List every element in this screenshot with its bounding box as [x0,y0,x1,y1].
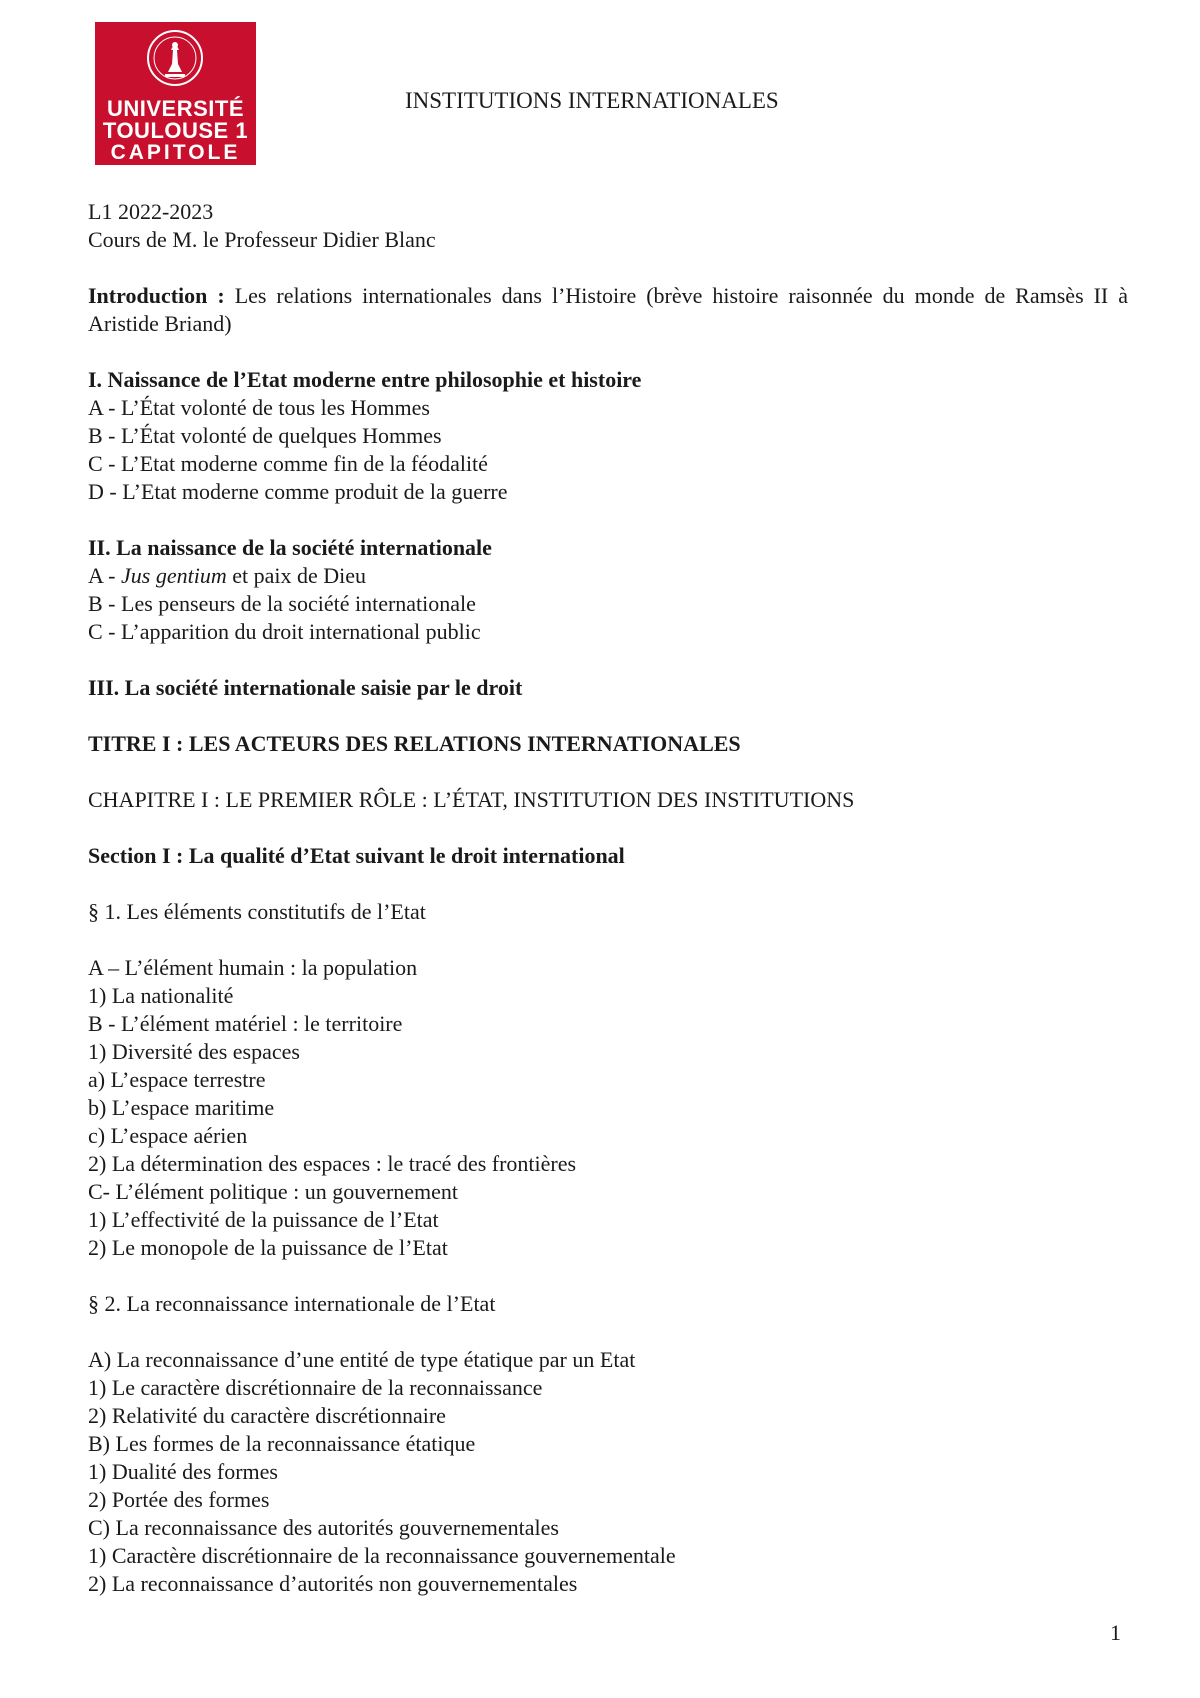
part3-heading: III. La société internationale saisie par le droit [88,675,523,700]
section1-heading: Section I : La qualité d’Etat suivant le droit international [88,843,625,868]
university-seal-icon [145,28,205,88]
page-number: 1 [1110,1620,1121,1645]
para2-item: 2) Relativité du caractère discrétionnaire [88,1403,446,1428]
part2-heading: II. La naissance de la société internationale [88,535,492,560]
document-title: INSTITUTIONS INTERNATIONALES [405,88,779,113]
para2-item: 2) La reconnaissance d’autorités non gouvernementales [88,1571,578,1596]
para1-item: b) L’espace maritime [88,1095,275,1120]
para1-item: 2) La détermination des espaces : le tracé des frontières [88,1151,577,1176]
para2-heading: § 2. La reconnaissance internationale de l’Etat [88,1291,496,1316]
para2-item: A) La reconnaissance d’une entité de type étatique par un Etat [88,1347,636,1372]
course-professor: Cours de M. le Professeur Didier Blanc [88,227,436,252]
para1-item: B - L’élément matériel : le territoire [88,1011,403,1036]
part2-item-a-prefix: A - [88,563,121,588]
para1-item: 1) L’effectivité de la puissance de l’Etat [88,1207,439,1232]
para2-item: B) Les formes de la reconnaissance étatique [88,1431,476,1456]
para2-item: 1) Dualité des formes [88,1459,278,1484]
logo-line-capitole: CAPITOLE [110,141,241,164]
para2-item: 1) Le caractère discrétionnaire de la reconnaissance [88,1375,543,1400]
part2-item: C - L’apparition du droit international public [88,619,481,644]
part2-item-a [88,562,1128,590]
para1-item: C- L’élément politique : un gouvernement [88,1179,459,1204]
document-body [88,198,1128,1598]
part2-item-a-italic: Jus gentium [121,563,227,588]
part1-item: C - L’Etat moderne comme fin de la féodalité [88,451,488,476]
logo-line-toulouse: TOULOUSE 1 [102,118,249,143]
para1-item: A – L’élément humain : la population [88,955,418,980]
para2-item: 2) Portée des formes [88,1487,270,1512]
part1-item: B - L’État volonté de quelques Hommes [88,423,442,448]
para1-item: 1) La nationalité [88,983,234,1008]
para2-item: 1) Caractère discrétionnaire de la reconnaissance gouvernementale [88,1543,676,1568]
introduction [88,282,1128,338]
para1-item: a) L’espace terrestre [88,1067,266,1092]
part2-item-a-suffix: et paix de Dieu [226,563,366,588]
university-logo [95,22,256,165]
part1-heading: I. Naissance de l’Etat moderne entre philosophie et histoire [88,367,642,392]
para2-item: C) La reconnaissance des autorités gouvernementales [88,1515,559,1540]
introduction-text: Les relations internationales dans l’Histoire (brève histoire raisonnée du monde de Ramsès II à Aristide Briand) [88,283,1128,336]
introduction-label: Introduction : [88,283,225,308]
para1-item: 1) Diversité des espaces [88,1039,300,1064]
para1-item: c) L’espace aérien [88,1123,248,1148]
para1-heading: § 1. Les éléments constitutifs de l’Etat [88,899,426,924]
titre1-heading: TITRE I : LES ACTEURS DES RELATIONS INTERNATIONALES [88,731,741,756]
para1-item: 2) Le monopole de la puissance de l’Etat [88,1235,448,1260]
chapitre1-heading: CHAPITRE I : LE PREMIER RÔLE : L’ÉTAT, INSTITUTION DES INSTITUTIONS [88,787,855,812]
logo-line-universite: UNIVERSITÉ [106,96,245,121]
part1-item: D - L’Etat moderne comme produit de la guerre [88,479,508,504]
course-year: L1 2022-2023 [88,199,214,224]
part2-item: B - Les penseurs de la société internationale [88,591,476,616]
part1-item: A - L’État volonté de tous les Hommes [88,395,430,420]
